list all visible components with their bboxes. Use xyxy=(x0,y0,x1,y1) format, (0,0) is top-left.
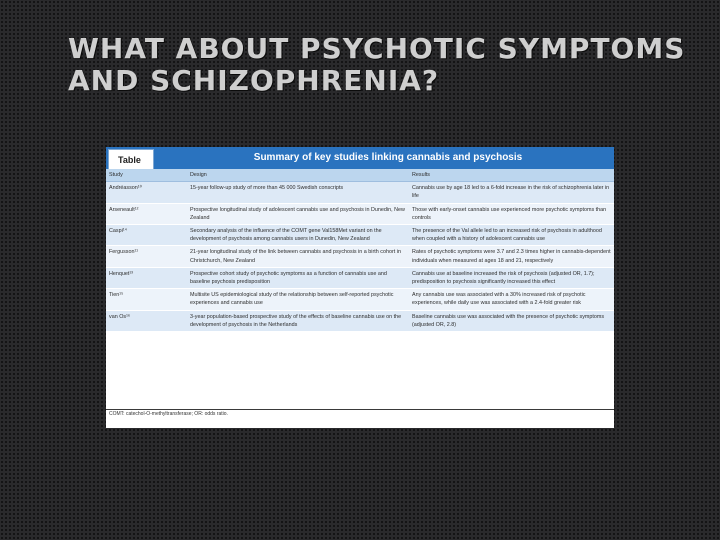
table-header-row xyxy=(106,169,614,182)
table-row xyxy=(106,225,614,246)
study-cell: Fergusson¹¹ xyxy=(106,246,187,267)
results-cell: Rates of psychotic symptoms were 3.7 and 2.3 times higher in cannabis-dependent individuals when measured at ages 18 and 21, respectively xyxy=(409,246,614,267)
study-cell: van Os¹⁶ xyxy=(106,310,187,331)
study-cell: Tien¹⁵ xyxy=(106,289,187,310)
table-row xyxy=(106,267,614,288)
results-cell: Any cannabis use was associated with a 30% increased risk of psychotic experiences, while daily use was associated with a 2.4-fold greater risk xyxy=(409,289,614,310)
table-footnote: COMT: catechol-O-methyltransferase; OR: odds ratio. xyxy=(109,411,228,417)
study-cell: Caspi¹⁴ xyxy=(106,225,187,246)
results-cell: The presence of the Val allele led to an increased risk of psychosis in adulthood when coupled with a history of adolescent cannabis use xyxy=(409,225,614,246)
table-tab-label: Table xyxy=(108,149,154,169)
design-cell: 15-year follow-up study of more than 45 000 Swedish conscripts xyxy=(187,182,409,203)
table-row xyxy=(106,246,614,267)
study-cell: Arseneault¹² xyxy=(106,203,187,224)
table-heading: Summary of key studies linking cannabis and psychosis xyxy=(253,152,523,163)
slide-title: WHAT ABOUT PSYCHOTIC SYMPTOMS AND SCHIZOPHRENIA? xyxy=(68,32,686,97)
study-cell: Andréasson¹⁰ xyxy=(106,182,187,203)
results-cell: Cannabis use at baseline increased the risk of psychosis (adjusted OR, 1.7); predisposition to psychosis significantly increased this effect xyxy=(409,267,614,288)
study-cell: Henquet¹³ xyxy=(106,267,187,288)
table-row xyxy=(106,182,614,203)
design-cell: Prospective longitudinal study of adolescent cannabis use and psychosis in Dunedin, New Zealand xyxy=(187,203,409,224)
results-cell: Baseline cannabis use was associated with the presence of psychotic symptoms (adjusted OR, 2.8) xyxy=(409,310,614,331)
design-cell: 3-year population-based prospective study of the effects of baseline cannabis use on the development of psychosis in the Netherlands xyxy=(187,310,409,331)
design-cell: Secondary analysis of the influence of the COMT gene Val158Met variant on the development of psychosis among cannabis users in Dunedin, New Zealand xyxy=(187,225,409,246)
results-cell: Those with early-onset cannabis use experienced more psychotic symptoms than controls xyxy=(409,203,614,224)
column-header-design: Design xyxy=(187,169,409,182)
design-cell: 21-year longitudinal study of the link between cannabis and psychosis in a birth cohort in Christchurch, New Zealand xyxy=(187,246,409,267)
table-bottom-rule xyxy=(106,409,614,410)
design-cell: Multisite US epidemiological study of the relationship between self-reported psychotic experiences and cannabis use xyxy=(187,289,409,310)
table-row xyxy=(106,310,614,331)
results-cell: Cannabis use by age 18 led to a 6-fold increase in the risk of schizophrenia later in life xyxy=(409,182,614,203)
column-header-results: Results xyxy=(409,169,614,182)
table-header-bar xyxy=(106,147,614,169)
design-cell: Prospective cohort study of psychotic symptoms as a function of cannabis use and baseline psychosis predisposition xyxy=(187,267,409,288)
column-header-study: Study xyxy=(106,169,187,182)
table-row xyxy=(106,203,614,224)
studies-table xyxy=(106,169,614,332)
summary-table-figure xyxy=(106,147,614,428)
table-row xyxy=(106,289,614,310)
